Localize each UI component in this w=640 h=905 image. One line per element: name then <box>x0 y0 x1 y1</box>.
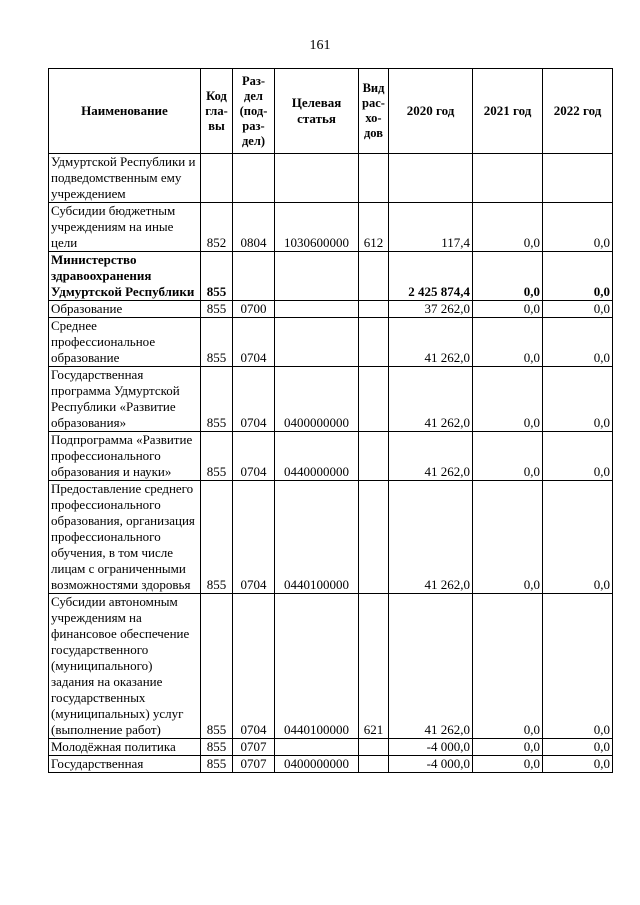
row-2022: 0,0 <box>543 739 613 756</box>
row-2020: 2 425 874,4 <box>389 252 473 301</box>
row-2021: 0,0 <box>473 252 543 301</box>
row-target: 1030600000 <box>275 203 359 252</box>
row-2020: 37 262,0 <box>389 301 473 318</box>
row-2021: 0,0 <box>473 301 543 318</box>
row-type: 612 <box>359 203 389 252</box>
row-section: 0804 <box>233 203 275 252</box>
row-2021: 0,0 <box>473 756 543 773</box>
row-target <box>275 154 359 203</box>
table-row <box>49 432 613 481</box>
header-2021: 2021 год <box>473 69 543 154</box>
row-type <box>359 481 389 594</box>
row-2022: 0,0 <box>543 594 613 739</box>
row-section: 0704 <box>233 594 275 739</box>
header-2020: 2020 год <box>389 69 473 154</box>
row-section: 0704 <box>233 481 275 594</box>
row-2021: 0,0 <box>473 594 543 739</box>
table-row <box>49 367 613 432</box>
row-chapter: 852 <box>201 203 233 252</box>
row-name: Министерство здравоохранения Удмуртской Республики <box>49 252 201 301</box>
row-target: 0400000000 <box>275 367 359 432</box>
row-chapter: 855 <box>201 367 233 432</box>
table-row <box>49 154 613 203</box>
page-number: 161 <box>309 38 331 53</box>
row-section: 0704 <box>233 318 275 367</box>
row-name: Подпрограмма «Развитие профессионального образования и науки» <box>49 432 201 481</box>
row-2022: 0,0 <box>543 203 613 252</box>
row-2020: 41 262,0 <box>389 481 473 594</box>
row-type <box>359 301 389 318</box>
row-type <box>359 432 389 481</box>
row-2020: 41 262,0 <box>389 594 473 739</box>
row-2020 <box>389 154 473 203</box>
row-target <box>275 739 359 756</box>
row-2022: 0,0 <box>543 481 613 594</box>
row-name: Субсидии автономным учреждениям на финансовое обеспечение государственного (муниципального) задания на оказание государственных (муниципальных) услуг (выполнение работ) <box>49 594 201 739</box>
header-target-article: Целевая статья <box>275 69 359 154</box>
header-expense-type: Вид рас-хо-дов <box>359 69 389 154</box>
row-2020: 117,4 <box>389 203 473 252</box>
row-chapter: 855 <box>201 252 233 301</box>
row-chapter <box>201 154 233 203</box>
row-target <box>275 318 359 367</box>
row-section: 0700 <box>233 301 275 318</box>
row-target: 0440100000 <box>275 594 359 739</box>
row-2021: 0,0 <box>473 367 543 432</box>
row-section: 0704 <box>233 432 275 481</box>
row-chapter: 855 <box>201 594 233 739</box>
row-chapter: 855 <box>201 739 233 756</box>
header-row <box>49 69 613 154</box>
row-target <box>275 252 359 301</box>
row-name: Государственная <box>49 756 201 773</box>
row-2022: 0,0 <box>543 432 613 481</box>
row-chapter: 855 <box>201 318 233 367</box>
table-row <box>49 594 613 739</box>
row-target <box>275 301 359 318</box>
row-2021: 0,0 <box>473 432 543 481</box>
row-type: 621 <box>359 594 389 739</box>
budget-table <box>48 68 613 773</box>
table-row <box>49 301 613 318</box>
header-chapter-code: Код гла-вы <box>201 69 233 154</box>
row-2021: 0,0 <box>473 318 543 367</box>
row-chapter: 855 <box>201 432 233 481</box>
header-name: Наименование <box>49 69 201 154</box>
row-type <box>359 739 389 756</box>
table-row <box>49 739 613 756</box>
row-2022: 0,0 <box>543 252 613 301</box>
table-row-ministry <box>49 252 613 301</box>
row-2020: -4 000,0 <box>389 739 473 756</box>
row-type <box>359 756 389 773</box>
row-2022 <box>543 154 613 203</box>
row-chapter: 855 <box>201 756 233 773</box>
row-2022: 0,0 <box>543 301 613 318</box>
table-row <box>49 756 613 773</box>
row-type <box>359 318 389 367</box>
row-2022: 0,0 <box>543 756 613 773</box>
row-chapter: 855 <box>201 301 233 318</box>
row-target: 0400000000 <box>275 756 359 773</box>
row-name: Удмуртской Республики и подведомственным ему учреждением <box>49 154 201 203</box>
row-type <box>359 252 389 301</box>
row-section: 0707 <box>233 756 275 773</box>
row-2021: 0,0 <box>473 481 543 594</box>
row-type <box>359 154 389 203</box>
row-name: Образование <box>49 301 201 318</box>
row-section <box>233 154 275 203</box>
header-section: Раз-дел (под-раз-дел) <box>233 69 275 154</box>
row-2020: 41 262,0 <box>389 367 473 432</box>
row-2021 <box>473 154 543 203</box>
row-name: Среднее профессиональное образование <box>49 318 201 367</box>
row-target: 0440000000 <box>275 432 359 481</box>
row-section <box>233 252 275 301</box>
row-2021: 0,0 <box>473 739 543 756</box>
row-name: Государственная программа Удмуртской Республики «Развитие образования» <box>49 367 201 432</box>
row-2022: 0,0 <box>543 318 613 367</box>
row-2022: 0,0 <box>543 367 613 432</box>
row-section: 0707 <box>233 739 275 756</box>
row-name: Субсидии бюджетным учреждениям на иные цели <box>49 203 201 252</box>
row-2020: 41 262,0 <box>389 432 473 481</box>
row-2020: 41 262,0 <box>389 318 473 367</box>
row-name: Предоставление среднего профессионального образования, организация профессионального обучения, в том числе лицам с ограниченными возможностями здоровья <box>49 481 201 594</box>
table-row <box>49 203 613 252</box>
row-type <box>359 367 389 432</box>
row-name: Молодёжная политика <box>49 739 201 756</box>
row-chapter: 855 <box>201 481 233 594</box>
header-2022: 2022 год <box>543 69 613 154</box>
table-row <box>49 318 613 367</box>
row-target: 0440100000 <box>275 481 359 594</box>
row-2021: 0,0 <box>473 203 543 252</box>
row-2020: -4 000,0 <box>389 756 473 773</box>
row-section: 0704 <box>233 367 275 432</box>
table-row <box>49 481 613 594</box>
